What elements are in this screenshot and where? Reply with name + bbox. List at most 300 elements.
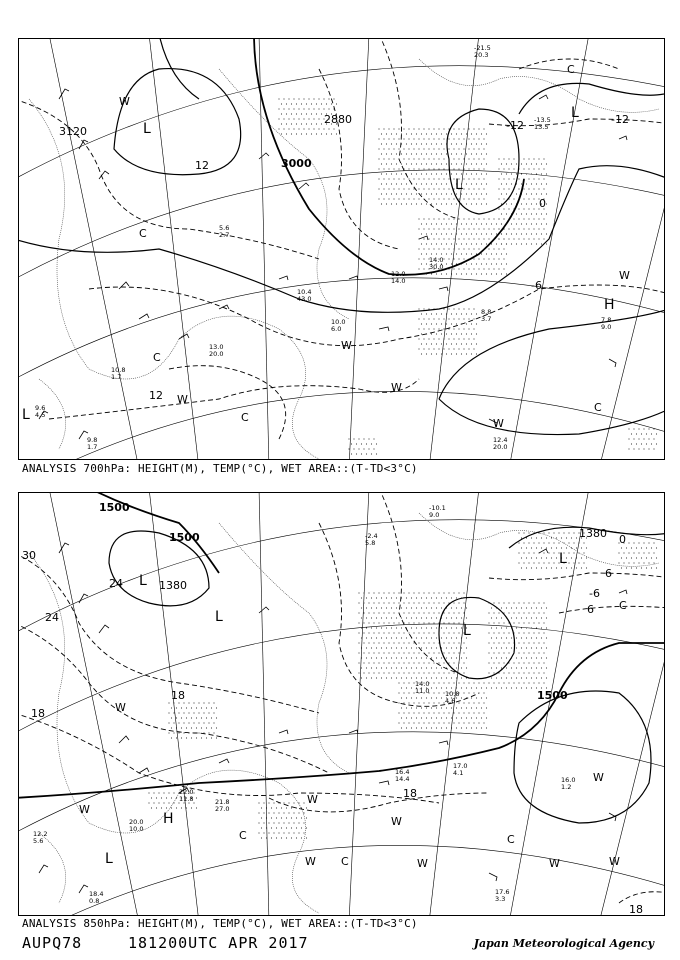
wet-area-dot [368,632,369,633]
wet-area-dot [493,662,494,663]
wet-area-dot [573,532,574,533]
wet-area-dot [306,837,307,838]
wet-area-dot [371,443,372,444]
wet-area-dot [481,273,482,274]
wet-area-dot [521,617,522,618]
wet-area-dot [488,218,489,219]
wet-area-dot [171,797,172,798]
wet-area-dot [493,602,494,603]
wet-area-dot [431,647,432,648]
wet-area-dot [508,642,509,643]
wet-area-dot [491,273,492,274]
wet-area-dot [373,602,374,603]
wet-area-dot [371,657,372,658]
wet-area-dot [581,567,582,568]
wet-area-dot [528,682,529,683]
wet-area-dot [286,103,287,104]
wet-area-dot [618,562,619,563]
wet-area-dot [523,198,524,199]
low-center-marker: L [463,623,471,639]
wet-area-dot [436,273,437,274]
wet-area-dot [398,128,399,129]
wet-area-dot [413,188,414,189]
wet-area-dot [418,318,419,319]
wet-area-dot [421,253,422,254]
wet-area-dot [443,592,444,593]
wet-area-dot [446,243,447,244]
wet-area-dot [461,153,462,154]
wet-area-dot [201,707,202,708]
wet-area-dot [441,637,442,638]
low-center-marker: L [571,105,579,121]
wet-area-dot [576,537,577,538]
wet-area-dot [521,233,522,234]
wet-area-dot [271,817,272,818]
wet-area-dot [423,138,424,139]
wet-area-dot [476,717,477,718]
wet-area-dot [396,193,397,194]
wet-area-dot [436,677,437,678]
wet-area-dot [311,123,312,124]
temp-label-12-b: 12 [149,389,163,402]
wet-area-dot [451,657,452,658]
wet-area-dot [363,592,364,593]
wet-area-dot [433,238,434,239]
wet-area-dot [481,687,482,688]
wet-area-dot [363,438,364,439]
wet-area-dot [456,627,457,628]
height-label-1500-a: 1500 [99,501,130,514]
wet-area-dot [413,158,414,159]
obs-dewpoint: 1.7 [111,373,122,381]
wet-area-dot [381,647,382,648]
wet-area-dot [473,338,474,339]
wet-area-dot [421,153,422,154]
wet-area-dot [516,617,517,618]
wet-area-dot [363,642,364,643]
wet-area-dot [513,602,514,603]
wet-area-dot [488,652,489,653]
wet-area-dot [473,318,474,319]
wet-area-dot [528,188,529,189]
wet-area-dot [576,567,577,568]
wet-area-dot [436,657,437,658]
wet-area-dot [486,133,487,134]
wet-area-dot [196,707,197,708]
wet-area-dot [453,268,454,269]
wet-area-dot [293,98,294,99]
wet-area-dot [533,612,534,613]
wet-area-dot [473,128,474,129]
wet-area-dot [413,168,414,169]
wet-area-dot [518,532,519,533]
wet-area-dot [361,443,362,444]
wet-area-dot [411,707,412,708]
wet-area-dot [528,542,529,543]
obs-temp: 17.6 [495,888,510,896]
wet-area-dot [521,223,522,224]
wet-area-dot [428,712,429,713]
wet-area-dot [523,208,524,209]
wet-area-dot [526,627,527,628]
wet-area-dot [383,672,384,673]
wet-area-dot [416,203,417,204]
wet-area-dot [436,313,437,314]
wet-area-dot [353,448,354,449]
wet-area-dot [506,213,507,214]
wet-area-dot [486,727,487,728]
wet-area-dot [636,557,637,558]
wet-area-dot [416,637,417,638]
wet-area-dot [443,662,444,663]
wet-area-dot [193,792,194,793]
wet-area-dot [491,647,492,648]
wet-area-dot [416,697,417,698]
wet-area-dot [418,338,419,339]
wet-area-dot [448,148,449,149]
wet-area-dot [463,238,464,239]
wet-area-dot [578,562,579,563]
wet-area-dot [433,592,434,593]
wet-area-dot [263,812,264,813]
wet-area-dot [373,622,374,623]
wet-area-dot [466,273,467,274]
wet-area-dot [478,722,479,723]
wet-area-dot [461,677,462,678]
wet-area-dot [426,727,427,728]
wet-area-dot [463,642,464,643]
wet-area-dot [623,562,624,563]
wet-area-dot [381,153,382,154]
wet-area-dot [188,702,189,703]
wet-area-dot [546,547,547,548]
wet-area-dot [561,567,562,568]
wet-area-dot [401,173,402,174]
wet-area-dot [378,188,379,189]
wet-area-dot [573,552,574,553]
wet-area-dot [453,662,454,663]
wet-area-dot [428,348,429,349]
wet-area-dot [178,732,179,733]
wet-area-dot [366,627,367,628]
wet-area-dot [323,108,324,109]
wet-area-dot [536,667,537,668]
wet-area-dot [328,128,329,129]
wet-area-dot [468,138,469,139]
wet-area-dot [533,238,534,239]
wet-area-dot [531,567,532,568]
wet-area-dot [443,348,444,349]
wet-area-dot [538,662,539,663]
wet-area-dot [423,672,424,673]
wet-area-dot [546,557,547,558]
wet-area-dot [423,178,424,179]
wet-area-dot [501,657,502,658]
wet-area-dot [468,308,469,309]
wet-area-dot [543,672,544,673]
wet-area-dot [496,233,497,234]
wet-area-dot [433,712,434,713]
wet-area-dot [403,612,404,613]
wet-area-dot [381,617,382,618]
wet-area-dot [411,597,412,598]
wet-area-dot [463,672,464,673]
wet-area-dot [453,168,454,169]
wet-area-dot [193,802,194,803]
wet-area-dot [303,108,304,109]
wet-area-dot [376,607,377,608]
wet-area-dot [471,253,472,254]
wet-area-dot [446,233,447,234]
wet-area-dot [498,188,499,189]
obs-temp: 12.4 [493,436,508,444]
wet-area-dot [481,717,482,718]
station-obs [429,257,443,271]
wet-area-dot [333,128,334,129]
wet-area-dot [431,273,432,274]
warm-mark: W [391,815,402,828]
wet-area-dot [421,323,422,324]
wet-area-dot [438,592,439,593]
wet-area-dot [318,98,319,99]
wet-area-dot [171,717,172,718]
wet-area-dot [421,163,422,164]
wet-area-dot [513,228,514,229]
wet-area-dot [396,617,397,618]
obs-dewpoint: 9.0 [429,511,440,519]
wet-area-dot [481,233,482,234]
wet-area-dot [428,188,429,189]
wet-area-dot [418,188,419,189]
wet-area-dot [511,687,512,688]
wet-area-dot [188,712,189,713]
wet-area-dot [428,702,429,703]
wet-area-dot [493,622,494,623]
obs-dewpoint: 20.0 [209,350,224,358]
wet-area-dot [488,268,489,269]
wet-area-dot [648,438,649,439]
wet-area-dot [463,128,464,129]
obs-dewpoint: 27.0 [215,805,230,813]
wet-area-dot [501,253,502,254]
wet-area-dot [371,453,372,454]
wet-area-dot [526,193,527,194]
temp-label-minus6: -6 [531,279,542,292]
wet-area-dot [358,602,359,603]
wet-area-dot [546,667,547,668]
obs-dewpoint: 4.1 [453,769,464,777]
wet-area-dot [473,722,474,723]
wet-area-dot [498,642,499,643]
wet-area-dot [431,727,432,728]
wet-area-dot [453,198,454,199]
wet-area-dot [633,448,634,449]
wet-area-dot [543,642,544,643]
wet-area-dot [538,642,539,643]
wet-area-dot [418,348,419,349]
wet-area-dot [453,238,454,239]
cold-mark: C [567,63,575,76]
obs-dewpoint: 1.2 [561,783,572,791]
wet-area-dot [443,318,444,319]
wet-area-dot [441,657,442,658]
wet-area-dot [541,183,542,184]
wet-area-dot [503,158,504,159]
wet-area-dot [276,817,277,818]
wet-area-dot [501,617,502,618]
wet-area-dot [411,727,412,728]
wet-area-dot [383,662,384,663]
wet-area-dot [513,238,514,239]
wet-area-dot [516,657,517,658]
wet-area-dot [516,233,517,234]
wet-area-dot [533,552,534,553]
wet-area-dot [176,717,177,718]
wet-area-dot [428,228,429,229]
wet-area-dot [528,218,529,219]
wet-area-dot [478,198,479,199]
wet-area-dot [628,438,629,439]
station-obs [391,271,405,285]
wet-area-dot [458,682,459,683]
wet-area-dot [551,547,552,548]
wet-area-dot [426,657,427,658]
wet-area-dot [383,612,384,613]
wet-area-dot [461,617,462,618]
wet-area-dot [446,323,447,324]
wet-area-dot [453,632,454,633]
wet-area-dot [458,722,459,723]
wet-area-dot [446,647,447,648]
wet-area-dot [641,567,642,568]
wet-area-dot [466,353,467,354]
wet-area-dot [456,143,457,144]
wet-area-dot [463,692,464,693]
wet-area-dot [523,682,524,683]
wet-area-dot [428,672,429,673]
wet-area-dot [463,188,464,189]
wet-area-dot [391,163,392,164]
wet-area-dot [313,108,314,109]
wet-area-dot [493,228,494,229]
wet-area-dot [168,702,169,703]
wet-area-dot [398,198,399,199]
obs-temp: 20.0 [129,818,144,826]
wet-area-dot [506,183,507,184]
wet-area-dot [436,667,437,668]
wet-area-dot [458,228,459,229]
wet-area-dot [531,183,532,184]
wet-area-dot [526,557,527,558]
wet-area-dot [416,193,417,194]
warm-mark: W [115,701,126,714]
wet-area-dot [481,163,482,164]
wet-area-dot [498,208,499,209]
warm-mark: W [391,381,402,394]
wet-area-dot [506,607,507,608]
wet-area-dot [298,812,299,813]
wet-area-dot [418,198,419,199]
wet-area-dot [558,542,559,543]
wet-area-dot [408,148,409,149]
wet-area-dot [458,652,459,653]
wet-area-dot [486,153,487,154]
wet-area-dot [428,218,429,219]
height-label-1380-b: 1380 [579,527,607,540]
wet-area-dot [263,822,264,823]
wet-area-dot [523,532,524,533]
wet-area-dot [466,717,467,718]
wet-area-dot [441,687,442,688]
wet-area-dot [531,627,532,628]
wet-area-dot [453,672,454,673]
wet-area-dot [471,143,472,144]
wet-area-dot [281,123,282,124]
wet-area-dot [433,128,434,129]
wet-area-dot [201,727,202,728]
wet-area-dot [431,343,432,344]
wet-area-dot [461,353,462,354]
wet-area-dot [468,228,469,229]
obs-temp: 10.0 [331,318,346,326]
wet-area-dot [471,727,472,728]
wet-area-dot [536,173,537,174]
wet-area-dot [298,822,299,823]
wet-area-dot [511,677,512,678]
wet-area-dot [453,348,454,349]
wet-area-dot [528,228,529,229]
wet-area-dot [451,637,452,638]
wet-area-dot [518,682,519,683]
cold-mark: C [153,351,161,364]
wet-area-dot [451,263,452,264]
wet-area-dot [426,717,427,718]
wet-area-dot [521,627,522,628]
wet-area-dot [313,118,314,119]
wet-area-dot [516,193,517,194]
wet-area-dot [383,188,384,189]
wet-area-dot [376,677,377,678]
wet-area-dot [643,448,644,449]
wet-area-dot [303,128,304,129]
wet-area-dot [446,263,447,264]
wet-area-dot [473,148,474,149]
wet-area-dot [521,637,522,638]
wet-area-dot [456,253,457,254]
wet-area-dot [461,727,462,728]
wet-area-dot [408,178,409,179]
wet-area-dot [378,662,379,663]
wet-area-dot [423,328,424,329]
wet-area-dot [418,652,419,653]
wet-area-dot [428,128,429,129]
wet-area-dot [438,148,439,149]
wet-area-dot [543,662,544,663]
wet-area-dot [293,118,294,119]
wet-area-dot [526,617,527,618]
height-label-2880: 2880 [324,113,352,126]
wet-area-dot [438,328,439,329]
wet-area-dot [198,722,199,723]
wet-area-dot [543,632,544,633]
wet-area-dot [446,637,447,638]
wet-area-dot [461,133,462,134]
wet-area-dot [461,667,462,668]
wet-area-dot [456,203,457,204]
wet-area-dot [436,243,437,244]
wet-area-dot [378,642,379,643]
wet-area-dot [468,128,469,129]
